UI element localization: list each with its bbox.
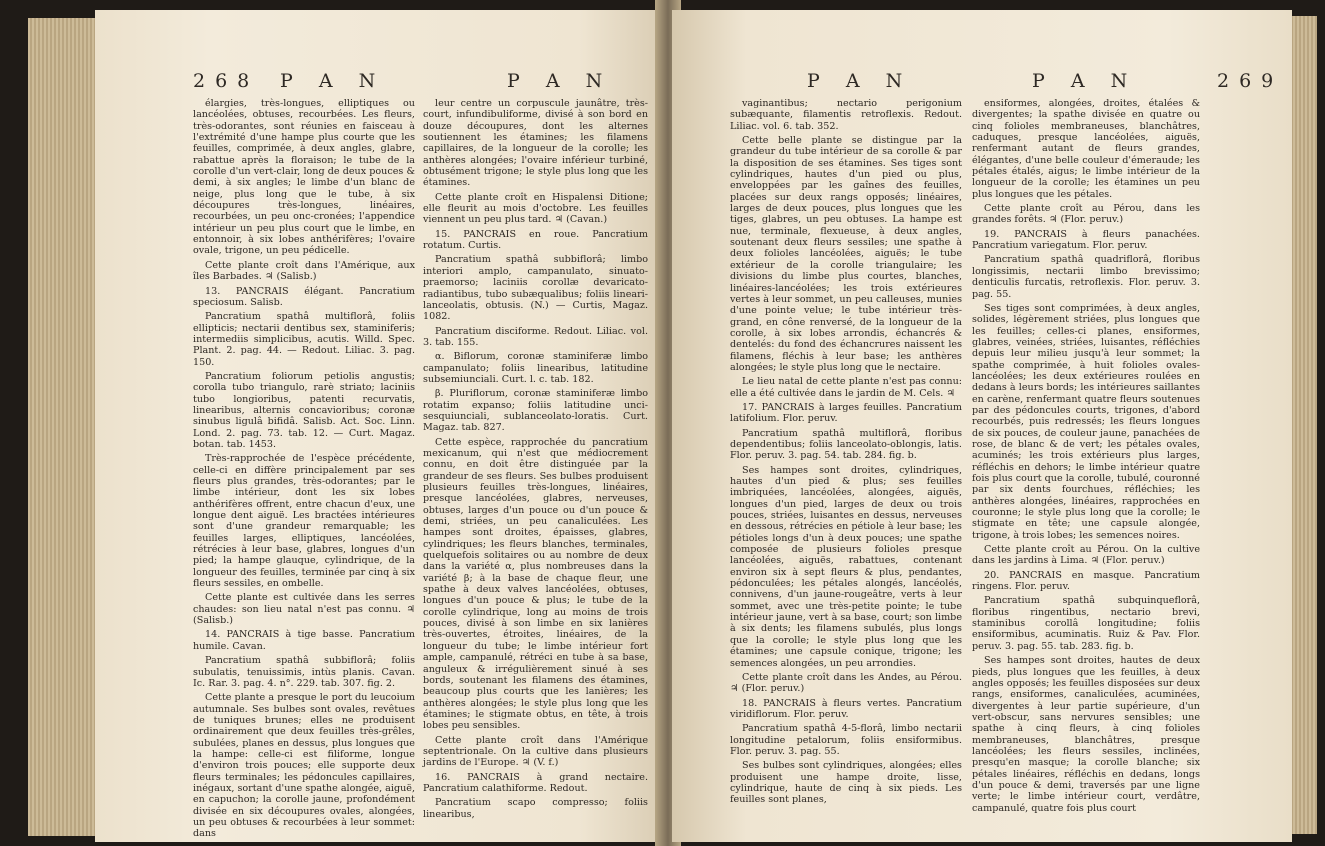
page-number-left: 268 [193, 70, 260, 92]
paragraph: 15. PANCRAIS en roue. Pancratium rotatum. Curtis. [423, 228, 648, 252]
paragraph: Pancratium spathâ subbiflorâ; limbo interiori amplo, campanulato, sinuato-praemorso; laciniis corollæ devaricato-radiantibus, tubo subæqualibus; foliis lineari-lanceolatis, obtusis. (N.) — Curtis, Magaz. 1082. [423, 254, 648, 323]
paragraph: élargies, très-longues, elliptiques ou lancéolées, obtuses, recourbées. Les fleurs, très-odorantes, sont réunies en faisceau à l'extrémité d'une hampe plus courte que les feuilles, comprimée, à deux angles, glabre, rabattue après la floraison; le tube de la corolle d'un vert-clair, long de deux pouces & demi, à six angles; le limbe d'un blanc de neige, plus long que le tube, à six découpures très-longues, linéaires, recourbées, un peu onc-cronées; l'appendice intérieur un peu plus court que le limbe, en entonnoir, à six lobes anthérifères; l'ovaire ovale, trigone, un peu pédicelle. [193, 98, 415, 257]
paragraph: 20. PANCRAIS en masque. Pancratium ringens. Flor. peruv. [972, 569, 1200, 593]
paragraph: Pancratium scapo compresso; foliis linearibus, [423, 797, 648, 820]
paragraph: Ses tiges sont comprimées, à deux angles, solides, légèrement striées, plus longues que les feuilles; celles-ci planes, ensiformes, glabres, veinées, striées, luisantes, réfléchies depuis leur milieu jusqu'à leur sommet; la spathe comprimée, à huit folioles ovales-lancéolées; les deux extérieures roulées en dedans à leurs bords; les intérieures saillantes en carène, renfermant quatre fleurs soutenues par des pédoncules courts, trigones, d'abord recourbés, puis redressés; les fleurs longues de six pouces, de couleur jaune, panachées de rose, de blanc & de vert; les pétales ovales, acuminés; les trois extérieurs plus larges, réfléchis en dehors; le limbe intérieur quatre fois plus court que la corolle, tubulé, couronné par six dents fourchues, réfléchies; les anthères alongées, linéaires, rapprochées en couronne; le style plus long que la corolle; le stigmate en tête; une capsule alongée, trigone, à trois lobes; les semences noires. [972, 302, 1200, 541]
paragraph: Cette plante croît en Hispalensi Ditione; elle fleurit au mois d'octobre. Les feuilles viennent un peu plus tard. ♃ (Cavan.) [423, 191, 648, 226]
paragraph: Cette plante croît au Pérou, dans les grandes forêts. ♃ (Flor. peruv.) [972, 203, 1200, 226]
paragraph: Pancratium disciforme. Redout. Liliac. vol. 3. tab. 155. [423, 325, 648, 348]
paragraph: Ses bulbes sont cylindriques, alongées; elles produisent une hampe droite, lisse, cylindrique, haute de cinq à six pieds. Les feuilles sont planes, [730, 760, 962, 806]
paragraph: Ses hampes sont droites, hautes de deux pieds, plus longues que les feuilles, à deux angles opposés; les feuilles disposées sur deux rangs, ensiformes, canaliculées, acuminées, divergentes à leur partie supérieure, d'un vert-obscur, sans nervures sensibles; une spathe à cinq fleurs, à cinq folioles membraneuses, blanchâtres, presque lancéolées; les fleurs sessiles, inclinées, presqu'en masque; la corolle blanche; six pétales linéaires, réfléchis en dedans, longs d'un pouce & demi, traversés par une ligne verte; le limbe intérieur court, verdâtre, campanulé, quatre fois plus court [972, 655, 1200, 814]
right-column-1 [730, 98, 962, 809]
paragraph: Pancratium spathâ 4-5-florâ, limbo nectarii longitudine petalorum, foliis ensiformibus. Flor. peruv. 3. pag. 55. [730, 723, 962, 757]
paragraph: Le lieu natal de cette plante n'est pas connu: elle a été cultivée dans le jardin de M. Cels. ♃ [730, 376, 962, 399]
paragraph: Cette plante croît dans l'Amérique septentrionale. On la cultive dans plusieurs jardins de l'Europe. ♃ (V. f.) [423, 734, 648, 769]
running-head-left-2: P A N [507, 70, 613, 92]
paragraph: 17. PANCRAIS à larges feuilles. Pancratium latifolium. Flor. peruv. [730, 401, 962, 425]
paragraph: 13. PANCRAIS élégant. Pancratium speciosum. Salisb. [193, 285, 415, 308]
paragraph: Cette plante croît dans l'Amérique, aux îles Barbades. ♃ (Salisb.) [193, 259, 415, 283]
paragraph: 19. PANCRAIS à fleurs panachées. Pancratium variegatum. Flor. peruv. [972, 228, 1200, 252]
paragraph: Pancratium spathâ multiflorâ, floribus dependentibus; foliis lanceolato-oblongis, latis. Flor. peruv. 3. pag. 54. tab. 284. fig. b. [730, 427, 962, 462]
paragraph: β. Pluriflorum, coronæ staminiferæ limbo rotatim expanso; foliis latitudine unci-sesquiunciali, sublanceolato-loratis. Curt. Magaz. tab. 827. [423, 388, 648, 434]
paragraph: Pancratium spathâ multiflorâ, foliis ellipticis; nectarii dentibus sex, staminiferis; intermediis simplicibus, acutis. Willd. Spec. Plant. 2. pag. 44. — Redout. Liliac. 3. pag. 150. [193, 311, 415, 368]
left-column-1 [193, 98, 415, 842]
paragraph: Cette plante a presque le port du leucoium autumnale. Ses bulbes sont ovales, revêtues de tuniques brunes; elles ne produisent ordinairement que deux feuilles très-grêles, subulées, planes en dessus, plus longues que la hampe: celle-ci est filiforme, longue d'environ trois pouces; elle supporte deux fleurs terminales; les pédoncules capillaires, inégaux, sortant d'une spathe alongée, aiguë, en capuchon; la corolle jaune, profondément divisée en six découpures ovales, alongées, un peu obtuses & recourbées à leur sommet: dans [193, 692, 416, 840]
running-head-right-2: P A N [1032, 70, 1138, 92]
left-column-2 [423, 98, 648, 823]
paragraph: Très-rapprochée de l'espèce précédente, celle-ci en diffère principalement par ses fleurs plus grandes, très-odorantes; par le limbe intérieur, dont les six lobes anthérifères offrent, entre chacun d'eux, une longue dent aiguë. Les bractées intérieures sont d'une grandeur remarquable; les feuilles larges, elliptiques, lancéolées, rétrécies à leur base, glabres, longues d'un pied; la hampe glauque, cylindrique, de la longueur des feuilles, terminée par cinq à six fleurs sessiles, en ombelle. [193, 453, 415, 590]
paragraph: leur centre un corpuscule jaunâtre, très-court, infundibuliforme, divisé à son bord en douze découpures, dont les alternes soutiennent les étamines; les filamens capillaires, de la longueur de la corolle; les anthères alongées; l'ovaire inférieur turbiné, obtusément trigone; le style plus long que les étamines. [423, 98, 648, 189]
paragraph: Pancratium foliorum petiolis angustis; corolla tubo triangulo, rarè striato; laciniis tubo longioribus, patenti recurvatis, linearibus, alternis concavioribus; coronæ sinubus ligulâ bifidâ. Salisb. Act. Soc. Linn. Lond. 2. pag. 73. tab. 12. — Curt. Magaz. botan. tab. 1453. [193, 370, 415, 450]
left-page [95, 10, 665, 842]
paragraph: Cette plante est cultivée dans les serres chaudes: son lieu natal n'est pas connu. ♃ (Salisb.) [193, 592, 415, 627]
running-head-right-1: P A N [807, 70, 913, 92]
paragraph: vaginantibus; nectario perigonium subæquante, filamentis retroflexis. Redout. Liliac. vol. 6. tab. 352. [730, 98, 962, 132]
paragraph: α. Biflorum, coronæ staminiferæ limbo campanulato; foliis linearibus, latitudine subsemiunciali. Curt. l. c. tab. 182. [423, 351, 648, 385]
right-page [672, 10, 1292, 842]
paragraph: Ses hampes sont droites, cylindriques, hautes d'un pied & plus; ses feuilles imbriquées, lancéolées, alongées, aiguës, longues d'un pied, larges de deux ou trois pouces, striées, luisantes en dessus, nerveuses en dessous, rétrécies en pétiole à leur base; les pétioles longs d'un à deux pouces; une spathe composée de plusieurs folioles presque lancéolées, aiguës, rabattues, contenant environ six à sept fleurs & plus, pendantes, pédonculées; les pétales alongés, lancéolés, connivens, d'un jaune-rougeâtre, verts à leur sommet, avec une très-petite pointe; le tube intérieur jaune, vert à sa base, court; son limbe à six dents; les filamens subulés, plus longs que la corolle; le style plus long que les étamines; une capsule conique, trigone; les semences alongées, un peu arrondies. [730, 464, 962, 669]
page-number-right: 269 [1217, 70, 1284, 92]
running-head-left-1: P A N [280, 70, 386, 92]
right-column-2 [972, 98, 1200, 817]
paragraph: Cette belle plante se distingue par la grandeur du tube intérieur de sa corolle & par la disposition de ses étamines. Ses tiges sont cylindriques, hautes d'un pied ou plus, enveloppées par les gaînes des feuilles, placées sur deux rangs opposés; linéaires, larges de deux pouces, plus longues que les tiges, glabres, un peu obtuses. La hampe est nue, terminale, flexueuse, à deux angles, soutenant deux fleurs sessiles; une spathe à deux folioles lancéolées, aiguës; le tube extérieur de la corolle triangulaire; les divisions du limbe plus courtes, blanches, linéaires-lancéolées; les trois extérieures vertes à leur sommet, un peu calleuses, munies d'une pointe velue; le tube intérieur très-grand, en cône renversé, de la longueur de la corolle, à six lobes arrondis, échancrés & dentelés: du fond des échancrures naissent les filamens, fléchis à leur base; les anthères alongées; le style plus long que le nectaire. [730, 135, 962, 373]
paragraph: Cette plante croît dans les Andes, au Pérou. ♃ (Flor. peruv.) [730, 671, 962, 695]
paragraph: ensiformes, alongées, droites, étalées & divergentes; la spathe divisée en quatre ou cinq folioles membraneuses, blanchâtres, caduques, presque lancéolées, aiguës, renfermant autant de fleurs grandes, élégantes, d'une belle couleur d'émeraude; les pétales étalés, aigus; le limbe intérieur de la longueur de la corolle; les étamines un peu plus longues que les pétales. [972, 98, 1200, 200]
paragraph: 18. PANCRAIS à fleurs vertes. Pancratium viridiflorum. Flor. peruv. [730, 697, 962, 720]
page-edges-left [28, 18, 98, 836]
paragraph: 16. PANCRAIS à grand nectaire. Pancratium calathiforme. Redout. [423, 771, 648, 794]
paragraph: Pancratium spathâ quadriflorâ, floribus longissimis, nectarii limbo brevissimo; denticulis furcatis, retroflexis. Flor. peruv. 3. pag. 55. [972, 254, 1200, 300]
paragraph: Cette espèce, rapprochée du pancratium mexicanum, qui n'est que médiocrement connu, en doit être distinguée par la grandeur de ses fleurs. Ses bulbes produisent plusieurs feuilles très-longues, linéaires, presque lancéolées, glabres, nerveuses, obtuses, larges d'un pouce ou d'un pouce & demi, striées, un peu canaliculées. Les hampes sont droites, épaisses, glabres, cylindriques; les fleurs blanches, terminales, quelquefois solitaires ou au nombre de deux dans la variété α, plus nombreuses dans la variété β; à la base de chaque fleur, une spathe à deux valves lancéolées, obtuses, longues d'un pouce & plus; le tube de la corolle cylindrique, long au moins de trois pouces, divisé à son limbe en six lanières très-ouvertes, étroites, linéaires, de la longueur du tube; le limbe intérieur fort ample, campanulé, rétréci en tube à sa base, anguleux & irrégulièrement sinué à ses bords, soutenant les filamens des étamines, beaucoup plus courts que les lanières; les anthères alongées; le style plus long que les étamines; le stigmate obtus, en tête, à trois lobes peu sensibles. [423, 436, 648, 732]
paragraph: Pancratium spathâ subquinqueflorâ, floribus ringentibus, nectario brevi, staminibus corollâ longitudine; foliis ensiformibus, acuminatis. Ruiz & Pav. Flor. peruv. 3. pag. 55. tab. 283. fig. b. [972, 595, 1200, 652]
paragraph: Cette plante croît au Pérou. On la cultive dans les jardins à Lima. ♃ (Flor. peruv.) [972, 544, 1200, 567]
paragraph: 14. PANCRAIS à tige basse. Pancratium humile. Cavan. [193, 629, 415, 652]
paragraph: Pancratium spathâ subbiflorâ; foliis subulatis, tenuissimis, intùs planis. Cavan. Ic. Rar. 3. pag. 4. n°. 229. tab. 307. fig. 2. [193, 655, 415, 689]
